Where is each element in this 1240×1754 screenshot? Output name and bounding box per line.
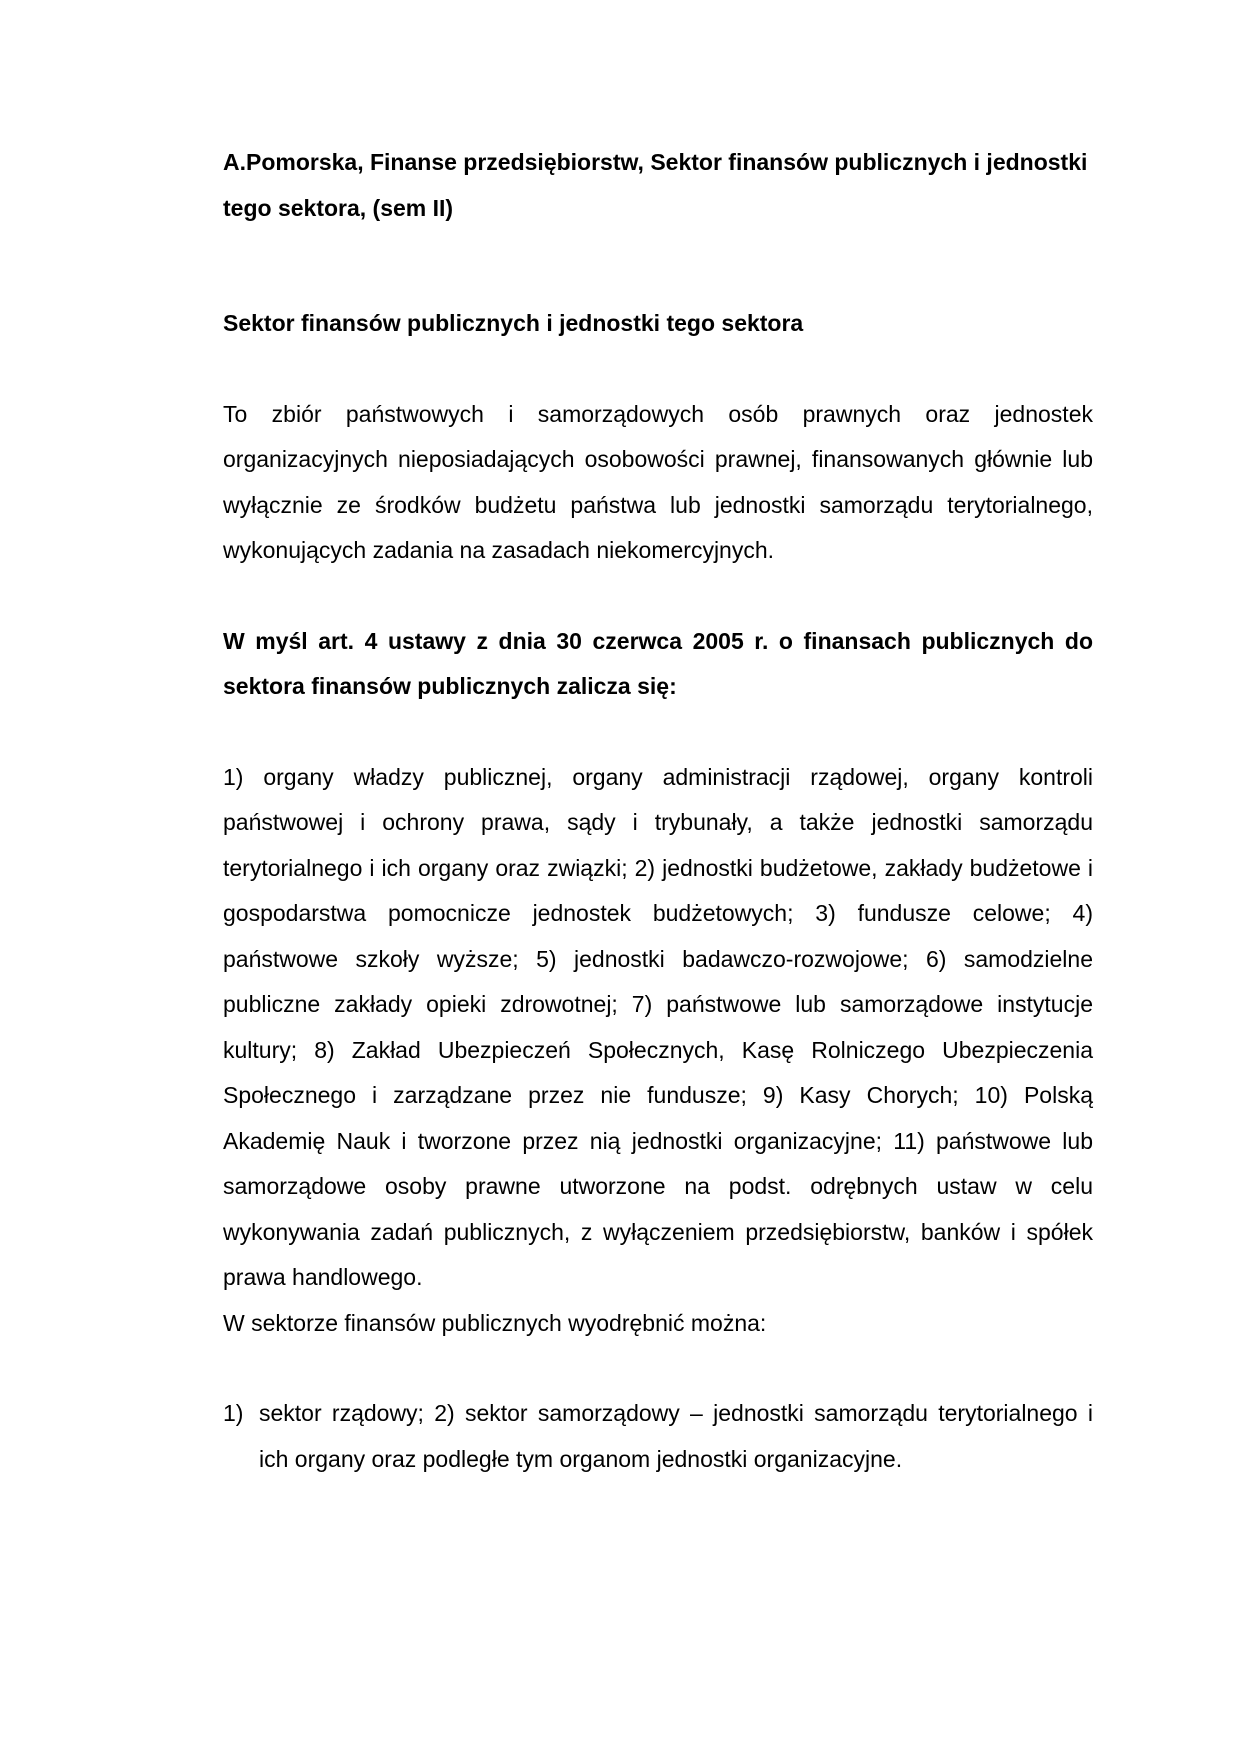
list-item (223, 1391, 1093, 1482)
list-item-text: sektor rządowy; 2) sektor samorządowy – jednostki samorządu terytorialnego i ich organy oraz podległe tym organom jednostki organizacyjne. (259, 1400, 1093, 1472)
section-heading: Sektor finansów publicznych i jednostki tego sektora (223, 310, 804, 336)
entities-paragraph: 1) organy władzy publicznej, organy administracji rządowej, organy kontroli państwowej i ochrony prawa, sądy i trybunały, a także jednostki samorządu terytorialnego i ich organy oraz związki; 2) jednostki budżetowe, zakłady budżetowe i gospodarstwa pomocnicze jednostek budżetowych; 3) fundusze celowe; 4) państwowe szkoły wyższe; 5) jednostki badawczo-rozwojowe; 6) samodzielne publiczne zakłady opieki zdrowotnej; 7) państwowe lub samorządowe instytucje kultury; 8) Zakład Ubezpieczeń Społecznych, Kasę Rolniczego Ubezpieczenia Społecznego i zarządzane przez nie fundusze; 9) Kasy Chorych; 10) Polską Akademię Nauk i tworzone przez nią jednostki organizacyjne; 11) państwowe lub samorządowe osoby prawne utworzone na podst. odrębnych ustaw w celu wykonywania zadań publicznych, z wyłączeniem przedsiębiorstw, banków i spółek prawa handlowego. (223, 763, 1093, 1290)
law-intro-paragraph: W myśl art. 4 ustawy z dnia 30 czerwca 2005 r. o finansach publicznych do sektora finansów publicznych zalicza się: (223, 627, 1093, 699)
subsector-list (223, 1391, 1093, 1482)
document-content (223, 140, 1093, 1482)
split-intro-paragraph: W sektorze finansów publicznych wyodrębnić można: (223, 1309, 767, 1336)
intro-paragraph: To zbiór państwowych i samorządowych osób prawnych oraz jednostek organizacyjnych nieposiadających osobowości prawnej, finansowanych głównie lub wyłącznie ze środków budżetu państwa lub jednostki samorządu terytorialnego, wykonujących zadania na zasadach niekomercyjnych. (223, 400, 1093, 563)
document-title: A.Pomorska, Finanse przedsiębiorstw, Sektor finansów publicznych i jednostki tego sektora, (sem II) (223, 149, 1088, 221)
list-marker: 1) (223, 1400, 244, 1426)
